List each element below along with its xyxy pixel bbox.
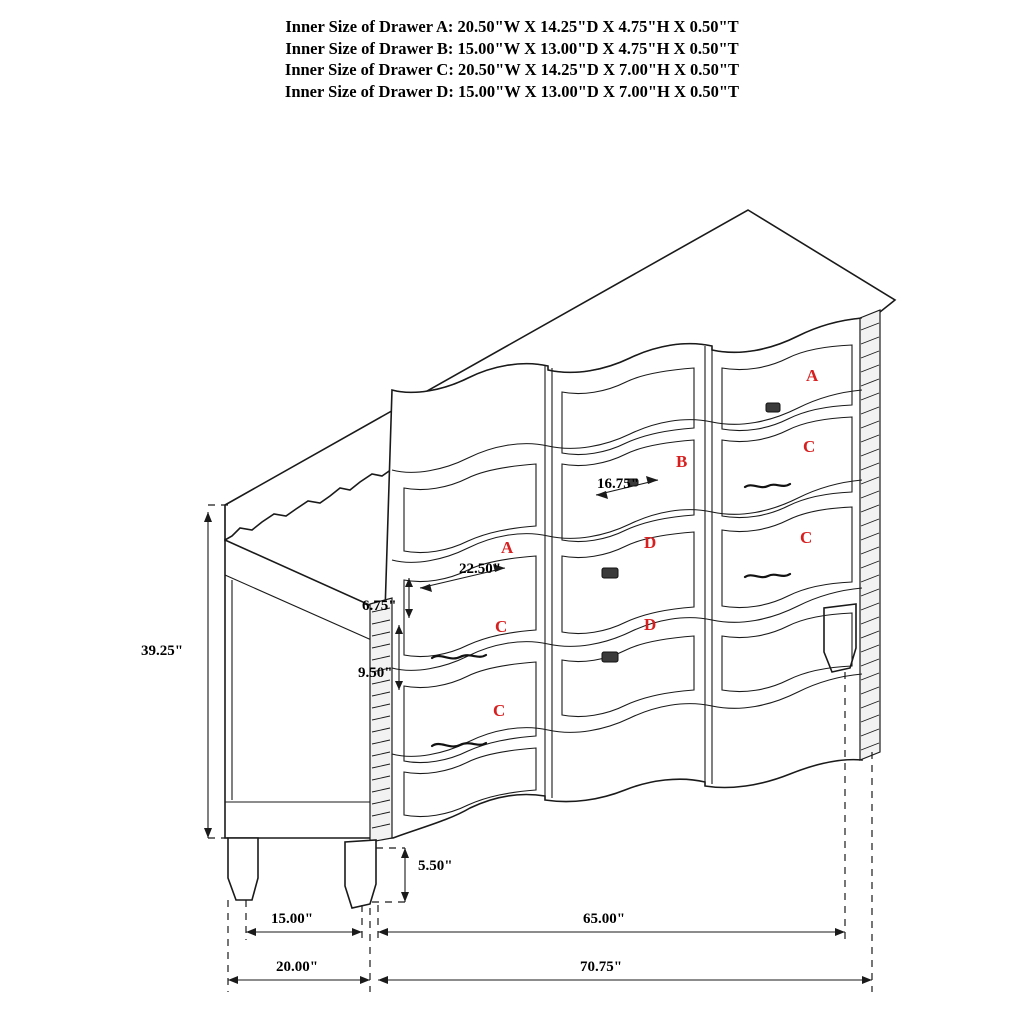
- dim-drawer-height-large: 9.50": [358, 665, 393, 681]
- drawer-label-c-right-bottom: C: [800, 528, 813, 547]
- spec-line-d: Inner Size of Drawer D: 15.00"W X 13.00"D X 7.00"H X 0.50"T: [284, 81, 740, 101]
- drawer-label-a-right: A: [806, 366, 819, 385]
- drawer-label-c-left-mid: C: [495, 617, 508, 636]
- dim-drawer-b-width: 16.75": [597, 476, 640, 492]
- dim-total-height: 39.25": [141, 643, 184, 659]
- drawer-label-c-right-top: C: [803, 437, 816, 456]
- dim-depth-bottom: 20.00": [276, 959, 319, 975]
- drawer-label-a-left: A: [501, 538, 514, 557]
- spec-line-b: Inner Size of Drawer B: 15.00"W X 13.00"D X 4.75"H X 0.50"T: [285, 38, 739, 58]
- dim-leg-height: 5.50": [418, 858, 453, 874]
- drawer-label-d-center-mid: D: [644, 533, 657, 552]
- drawer-label-b-center: B: [676, 452, 688, 471]
- dim-depth-top: 15.00": [271, 911, 314, 927]
- dim-width-front: 65.00": [583, 911, 626, 927]
- drawer-label-d-center-bottom: D: [644, 615, 657, 634]
- drawer-label-c-left-bottom: C: [493, 701, 506, 720]
- spec-line-c: Inner Size of Drawer C: 20.50"W X 14.25"D X 7.00"H X 0.50"T: [284, 60, 740, 79]
- spec-line-a: Inner Size of Drawer A: 20.50"W X 14.25"D X 4.75"H X 0.50"T: [285, 17, 739, 36]
- dim-drawer-a-width: 22.50": [459, 561, 502, 577]
- dim-width-total: 70.75": [580, 959, 623, 975]
- dim-drawer-height-small: 6.75": [362, 598, 397, 614]
